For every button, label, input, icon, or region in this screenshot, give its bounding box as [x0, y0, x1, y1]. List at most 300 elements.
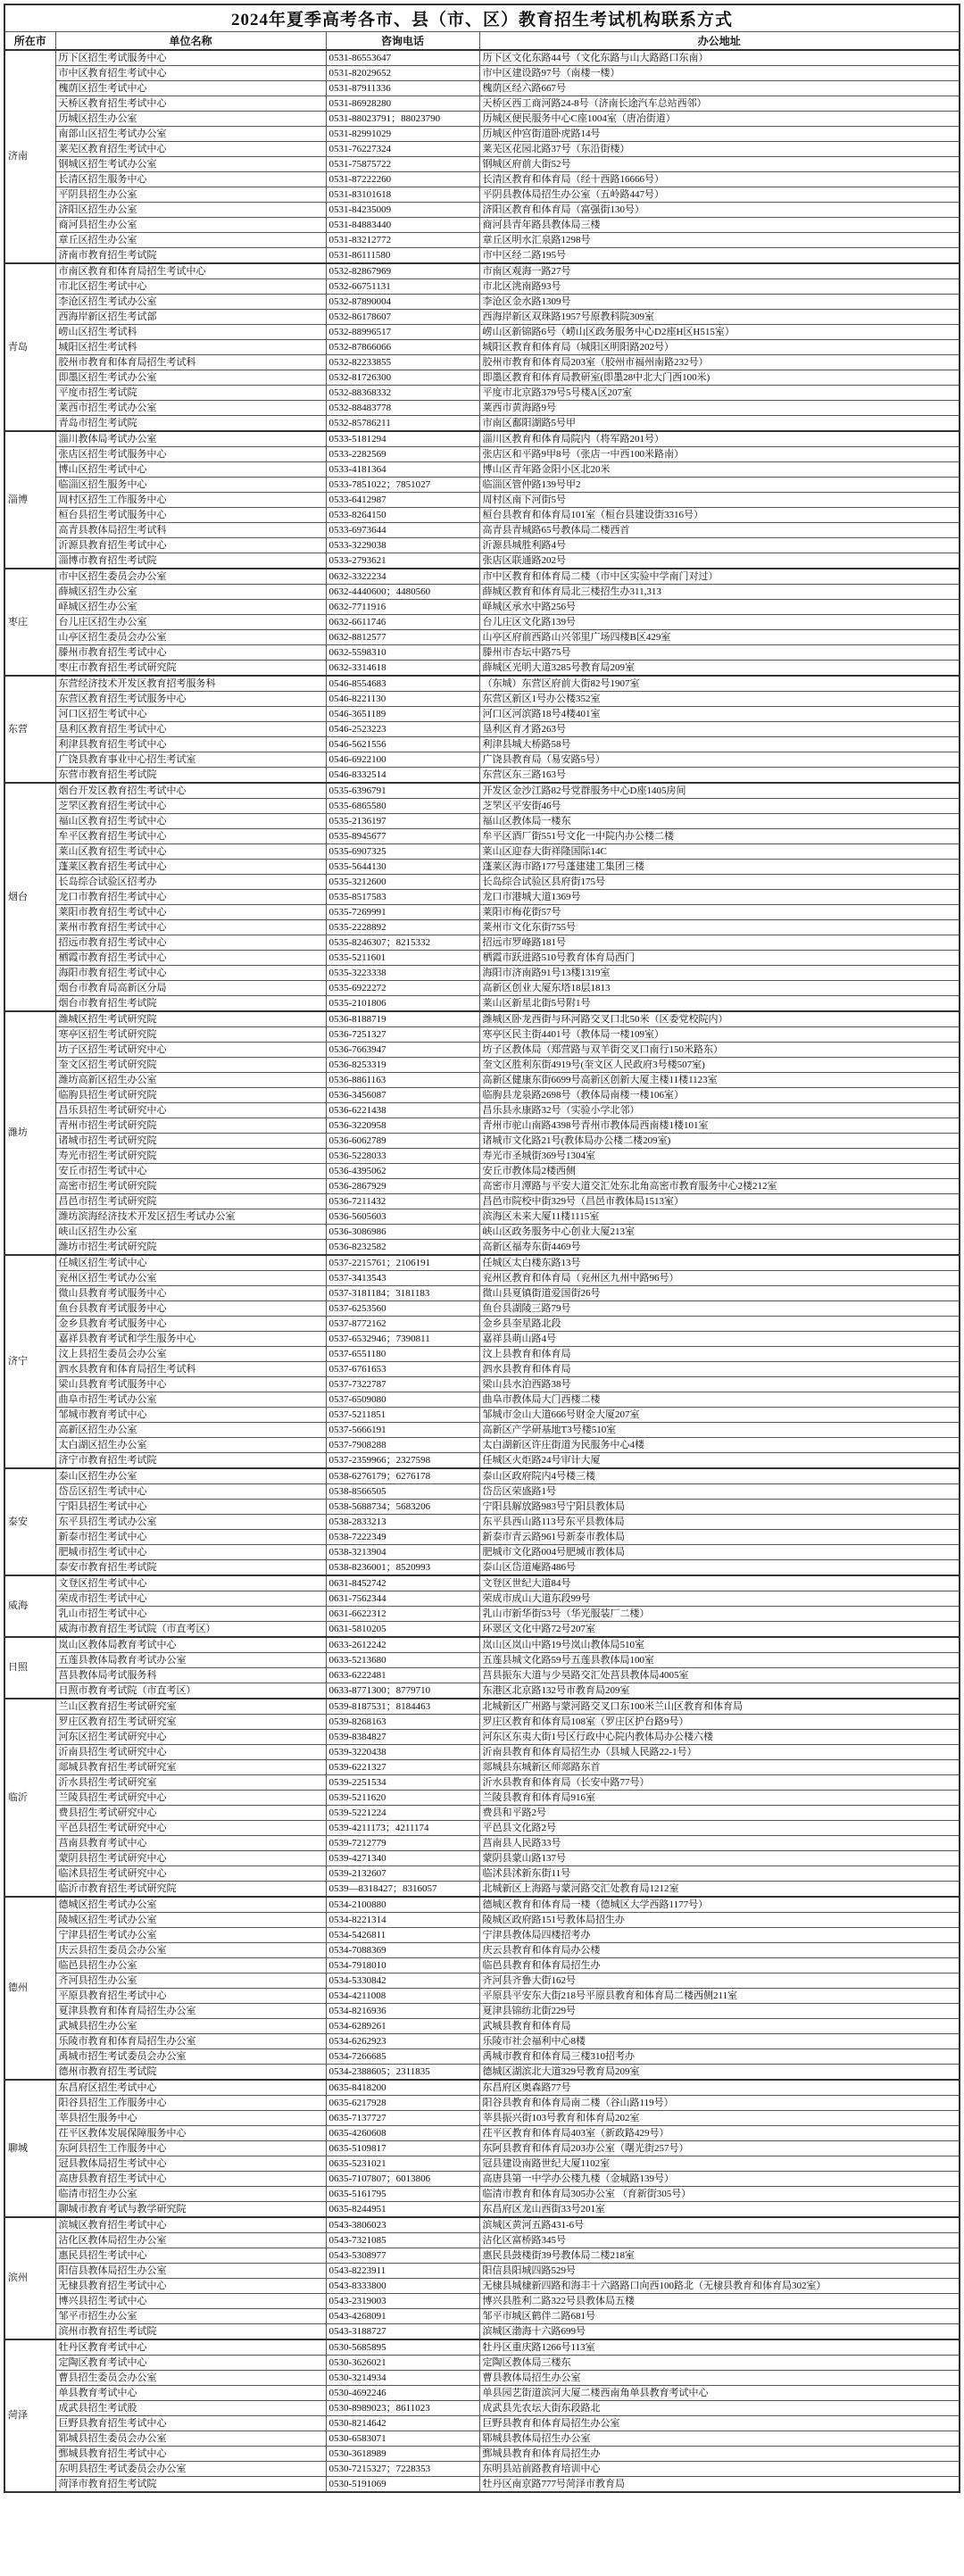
- table-row: [4, 2309, 960, 2324]
- unit-cell: 博山区招生考试中心: [55, 462, 326, 478]
- table-row: [4, 996, 960, 1012]
- unit-cell: 宁阳县招生考试中心: [55, 1500, 326, 1515]
- phone-cell: 0530-3626021: [326, 2356, 479, 2371]
- address-cell: 莱山区迎春大街祥隆国际14C: [479, 844, 960, 860]
- table-row: [4, 1362, 960, 1377]
- table-row: [4, 386, 960, 401]
- table-row: [4, 81, 960, 96]
- phone-cell: 0535-6865580: [326, 799, 479, 814]
- address-cell: 济阳区教育和体育局（富强街130号）: [479, 203, 960, 218]
- col-header-address: 办公地址: [479, 32, 960, 51]
- address-cell: 历城区仲宫街道卧虎路14号: [479, 127, 960, 142]
- table-row: [4, 310, 960, 325]
- unit-cell: 海阳市教育招生考试中心: [55, 966, 326, 981]
- table-row: [4, 1897, 960, 1913]
- address-cell: 海阳市济南路91号13楼1319室: [479, 966, 960, 981]
- address-cell: 平阴县教体局招生办公室（五岭路447号）: [479, 187, 960, 203]
- address-cell: 庆云县教育和体育局办公楼: [479, 1943, 960, 1958]
- table-row: [4, 1637, 960, 1653]
- address-cell: 平度市北京路379号5号楼A区207室: [479, 386, 960, 401]
- table-row: [4, 1347, 960, 1362]
- table-row: [4, 860, 960, 875]
- phone-cell: 0635-7107807；6013806: [326, 2172, 479, 2187]
- table-row: [4, 2233, 960, 2248]
- address-cell: 莱芜区花园北路37号（东沿街楼）: [479, 142, 960, 157]
- address-cell: 槐荫区经六路667号: [479, 81, 960, 96]
- address-cell: 岚山区岚山中路19号岚山教体局510室: [479, 1637, 960, 1653]
- phone-cell: 0536-7211432: [326, 1194, 479, 1209]
- address-cell: 滨海区未来大厦11楼1115室: [479, 1209, 960, 1225]
- table-row: [4, 1715, 960, 1730]
- unit-cell: 夏津县教育和体育局招生办公室: [55, 2004, 326, 2019]
- phone-cell: 0537-6551180: [326, 1347, 479, 1362]
- address-cell: 高唐县第一中学办公楼九楼（金城路139号）: [479, 2172, 960, 2187]
- unit-cell: 济阳区招生办公室: [55, 203, 326, 218]
- phone-cell: 0537-7908288: [326, 1438, 479, 1453]
- table-row: [4, 2371, 960, 2386]
- phone-cell: 0546-8221130: [326, 692, 479, 707]
- phone-cell: 0533-2793621: [326, 553, 479, 569]
- phone-cell: 0546-2523223: [326, 722, 479, 737]
- table-row: [4, 814, 960, 829]
- table-row: [4, 1468, 960, 1484]
- table-row: [4, 569, 960, 585]
- table-row: [4, 1408, 960, 1423]
- phone-cell: 0536-8188719: [326, 1011, 479, 1027]
- unit-cell: 昌乐县招生考试研究中心: [55, 1103, 326, 1118]
- table-row: [4, 1194, 960, 1209]
- phone-cell: 0536-7251327: [326, 1027, 479, 1043]
- table-row: [4, 2202, 960, 2218]
- unit-cell: 临朐县招生考试研究院: [55, 1088, 326, 1103]
- unit-cell: 垦利区教育招生考试中心: [55, 722, 326, 737]
- table-row: [4, 127, 960, 142]
- table-row: [4, 203, 960, 218]
- phone-cell: 0539-3220438: [326, 1745, 479, 1760]
- address-cell: 五莲县城文化路59号五莲县教体局100室: [479, 1653, 960, 1668]
- table-row: [4, 1438, 960, 1453]
- address-cell: 长清区教育和体育局（经十西路16666号）: [479, 172, 960, 187]
- phone-cell: 0539-2251534: [326, 1775, 479, 1791]
- unit-cell: 齐河县招生办公室: [55, 1974, 326, 1989]
- phone-cell: 0530-6583071: [326, 2431, 479, 2447]
- table-row: [4, 2156, 960, 2172]
- phone-cell: 0537-6532946；7390811: [326, 1332, 479, 1347]
- table-row: [4, 1500, 960, 1515]
- unit-cell: 莒南县教育考试中心: [55, 1836, 326, 1851]
- phone-cell: 0631-8452742: [326, 1575, 479, 1591]
- unit-cell: 单县教育考试中心: [55, 2386, 326, 2401]
- city-cell: 东营: [4, 676, 55, 783]
- table-row: [4, 600, 960, 615]
- table-row: [4, 1943, 960, 1958]
- phone-cell: 0539-8268163: [326, 1715, 479, 1730]
- unit-cell: 平阴县招生办公室: [55, 187, 326, 203]
- table-row: [4, 645, 960, 661]
- address-cell: 任城区火炬路24号审计大厦: [479, 1453, 960, 1469]
- phone-cell: 0635-7137727: [326, 2111, 479, 2126]
- unit-cell: 即墨区招生考试办公室: [55, 370, 326, 386]
- address-cell: 昌乐县永康路32号（实验小学北邻）: [479, 1103, 960, 1118]
- phone-cell: 0543-3188727: [326, 2324, 479, 2340]
- phone-cell: 0537-8772162: [326, 1317, 479, 1332]
- table-row: [4, 2447, 960, 2462]
- address-cell: 罗庄区教育和体育局108室（罗庄区护台路9号）: [479, 1715, 960, 1730]
- phone-cell: 0632-6611746: [326, 615, 479, 630]
- unit-cell: 陵城区招生考试办公室: [55, 1913, 326, 1928]
- unit-cell: 青州市招生考试研究院: [55, 1118, 326, 1134]
- unit-cell: 峡山区招生办公室: [55, 1225, 326, 1240]
- table-row: [4, 2431, 960, 2447]
- table-row: [4, 112, 960, 127]
- unit-cell: 栖霞市教育招生考试中心: [55, 951, 326, 966]
- table-row: [4, 2356, 960, 2371]
- address-cell: 高新区产学研基地T3号楼510室: [479, 1423, 960, 1438]
- city-cell: 菏泽: [4, 2339, 55, 2492]
- unit-cell: 历下区招生考试服务中心: [55, 50, 326, 66]
- address-cell: 宁阳县解放路983号宁阳县教体局: [479, 1500, 960, 1515]
- unit-cell: 寿光市招生考试研究院: [55, 1149, 326, 1164]
- unit-cell: 台儿庄区招生办公室: [55, 615, 326, 630]
- unit-cell: 岚山区教体局教育考试中心: [55, 1637, 326, 1653]
- table-row: [4, 340, 960, 355]
- table-row: [4, 401, 960, 416]
- table-row: [4, 2080, 960, 2096]
- table-row: [4, 752, 960, 768]
- phone-cell: 0531-84235009: [326, 203, 479, 218]
- phone-cell: 0546-3651189: [326, 707, 479, 722]
- phone-cell: 0539—8318427；8316057: [326, 1882, 479, 1898]
- city-cell: 聊城: [4, 2080, 55, 2217]
- phone-cell: 0533-3229038: [326, 538, 479, 553]
- address-cell: 肥城市文化路004号肥城市教体局: [479, 1545, 960, 1560]
- phone-cell: 0530-3214934: [326, 2371, 479, 2386]
- table-row: [4, 553, 960, 569]
- unit-cell: 坊子区招生考试研究中心: [55, 1043, 326, 1058]
- phone-cell: 0537-2359966；2327598: [326, 1453, 479, 1469]
- address-cell: 无棣县城棣新四路和海丰十六路路口向西100路北（无棣县教育和体育局302室）: [479, 2279, 960, 2294]
- table-row: [4, 2462, 960, 2477]
- phone-cell: 0534-4211008: [326, 1989, 479, 2004]
- address-cell: 费县和平路2号: [479, 1806, 960, 1821]
- address-cell: 曲阜市教体局大门西楼二楼: [479, 1392, 960, 1408]
- phone-cell: 0531-87222260: [326, 172, 479, 187]
- unit-cell: 平邑县招生考试研究中心: [55, 1821, 326, 1836]
- phone-cell: 0532-87866066: [326, 340, 479, 355]
- table-row: [4, 2141, 960, 2156]
- table-row: [4, 1791, 960, 1806]
- unit-cell: 潍城区招生考试研究院: [55, 1011, 326, 1027]
- table-row: [4, 355, 960, 370]
- table-row: [4, 1866, 960, 1882]
- phone-cell: 0536-6062789: [326, 1134, 479, 1149]
- table-row: [4, 1913, 960, 1928]
- unit-cell: 胶州市教育和体育局招生考试科: [55, 355, 326, 370]
- phone-cell: 0635-4260608: [326, 2126, 479, 2141]
- table-body: [4, 50, 960, 2492]
- address-cell: 齐河县齐鲁大街162号: [479, 1974, 960, 1989]
- table-row: [4, 1699, 960, 1715]
- unit-cell: 巨野县教育招生考试中心: [55, 2416, 326, 2431]
- address-cell: 邹平市城区鹤伴二路681号: [479, 2309, 960, 2324]
- phone-cell: 0538-2833213: [326, 1515, 479, 1530]
- table-row: [4, 478, 960, 493]
- phone-cell: 0539-4271340: [326, 1851, 479, 1866]
- address-cell: 安丘市教体局2楼西侧: [479, 1164, 960, 1179]
- phone-cell: 0530-7215327；7228353: [326, 2462, 479, 2477]
- table-row: [4, 172, 960, 187]
- unit-cell: 微山县教育考试服务中心: [55, 1286, 326, 1301]
- address-cell: 临淄区管仲路139号甲2: [479, 478, 960, 493]
- city-cell: 青岛: [4, 263, 55, 431]
- table-row: [4, 66, 960, 81]
- phone-cell: 0532-88368332: [326, 386, 479, 401]
- unit-cell: 淄博市教育招生考试院: [55, 553, 326, 569]
- address-cell: 河东区东夷大街1号区行政中心院内教体局办公楼六楼: [479, 1730, 960, 1745]
- phone-cell: 0537-6509080: [326, 1392, 479, 1408]
- address-cell: 青州市驼山南路4398号青州市教体局西南楼1楼101室: [479, 1118, 960, 1134]
- unit-cell: 乳山市招生考试中心: [55, 1607, 326, 1622]
- phone-cell: 0533-6973644: [326, 523, 479, 538]
- address-cell: 平原县平安东大街218号平原县教育和体育局二楼西侧211室: [479, 1989, 960, 2004]
- phone-cell: 0530-5685895: [326, 2339, 479, 2356]
- unit-cell: 太白湖区招生办公室: [55, 1438, 326, 1453]
- address-cell: 蒙阴县蒙山路137号: [479, 1851, 960, 1866]
- address-cell: 东阿县教育和体育局203办公室（曙光街257号）: [479, 2141, 960, 2156]
- address-cell: 临清市教育和体育局305办公室 （育新街305号）: [479, 2187, 960, 2202]
- address-cell: 章丘区明水汇泉路1298号: [479, 233, 960, 248]
- table-row: [4, 1058, 960, 1073]
- city-cell: 淄博: [4, 431, 55, 569]
- table-row: [4, 1836, 960, 1851]
- address-cell: 招远市罗峰路181号: [479, 935, 960, 951]
- table-row: [4, 1622, 960, 1638]
- table-row: [4, 890, 960, 905]
- phone-cell: 0635-8418200: [326, 2080, 479, 2096]
- table-row: [4, 737, 960, 752]
- address-cell: 张店区和平路9甲8号（张店一中西100米路南）: [479, 447, 960, 462]
- phone-cell: 0539-8187531；8184463: [326, 1699, 479, 1715]
- phone-cell: 0635-5231021: [326, 2156, 479, 2172]
- address-cell: 高密市月潭路与平安大道交汇处东北角高密市教育服务中心2楼212室: [479, 1179, 960, 1194]
- address-cell: 胶州市教育和体育局203室（胶州市福州南路232号）: [479, 355, 960, 370]
- phone-cell: 0537-3181184；3181183: [326, 1286, 479, 1301]
- unit-cell: 成武县招生考试股: [55, 2401, 326, 2416]
- phone-cell: 0535-8945677: [326, 829, 479, 844]
- phone-cell: 0632-3314618: [326, 661, 479, 677]
- unit-cell: 昌邑市招生考试研究院: [55, 1194, 326, 1209]
- table-row: [4, 157, 960, 172]
- address-cell: 高新区创业大厦东塔18层1813: [479, 981, 960, 996]
- table-row: [4, 50, 960, 66]
- address-cell: 郯城县东城新区师郯路东首: [479, 1760, 960, 1775]
- phone-cell: 0635-8244951: [326, 2202, 479, 2218]
- unit-cell: 庆云县招生委员会办公室: [55, 1943, 326, 1958]
- address-cell: 嘉祥县萌山路4号: [479, 1332, 960, 1347]
- phone-cell: 0533-8264150: [326, 508, 479, 523]
- table-row: [4, 1928, 960, 1943]
- table-row: [4, 1545, 960, 1560]
- unit-cell: 沂南县招生考试研究中心: [55, 1745, 326, 1760]
- title-row: [4, 4, 960, 32]
- phone-cell: 0531-82029652: [326, 66, 479, 81]
- unit-cell: 枣庄市教育招生考试研究院: [55, 661, 326, 677]
- address-cell: 台儿庄区文化路139号: [479, 615, 960, 630]
- address-cell: 张店区联通路202号: [479, 553, 960, 569]
- table-row: [4, 2187, 960, 2202]
- unit-cell: 河东区招生考试研究中心: [55, 1730, 326, 1745]
- address-cell: 文登区世纪大道84号: [479, 1575, 960, 1591]
- phone-cell: 0633-5213680: [326, 1653, 479, 1668]
- table-row: [4, 1271, 960, 1286]
- unit-cell: 阳谷县招生工作服务中心: [55, 2096, 326, 2111]
- unit-cell: 南部山区招生考试办公室: [55, 127, 326, 142]
- address-cell: 邹城市金山大道666号财金大厦207室: [479, 1408, 960, 1423]
- address-cell: 成武县先农坛大街东段路北: [479, 2401, 960, 2416]
- table-row: [4, 951, 960, 966]
- phone-cell: 0530-8214642: [326, 2416, 479, 2431]
- col-header-unit: 单位名称: [55, 32, 326, 51]
- page-title: 2024年夏季高考各市、县（市、区）教育招生考试机构联系方式: [4, 4, 960, 32]
- phone-cell: 0539-7212779: [326, 1836, 479, 1851]
- table-row: [4, 2004, 960, 2019]
- table-row: [4, 431, 960, 447]
- address-cell: 蓬莱区海市路177号蓬建建工集团三楼: [479, 860, 960, 875]
- unit-cell: 市中区招生委员会办公室: [55, 569, 326, 585]
- phone-cell: 0533-5181294: [326, 431, 479, 447]
- phone-cell: 0532-82867969: [326, 263, 479, 279]
- address-cell: 利津县城大桥路58号: [479, 737, 960, 752]
- table-row: [4, 1209, 960, 1225]
- phone-cell: 0632-5598310: [326, 645, 479, 661]
- table-row: [4, 2477, 960, 2493]
- unit-cell: 山亭区招生委员会办公室: [55, 630, 326, 645]
- unit-cell: 历城区招生办公室: [55, 112, 326, 127]
- table-row: [4, 829, 960, 844]
- unit-cell: 泰山区招生办公室: [55, 1468, 326, 1484]
- unit-cell: 岱岳区招生考试中心: [55, 1484, 326, 1500]
- address-cell: 乐陵市社会福利中心8楼: [479, 2034, 960, 2049]
- unit-cell: 武城县招生办公室: [55, 2019, 326, 2034]
- table-row: [4, 295, 960, 310]
- unit-cell: 奎文区招生考试研究院: [55, 1058, 326, 1073]
- table-row: [4, 1317, 960, 1332]
- address-cell: 平邑县文化路2号: [479, 1821, 960, 1836]
- address-cell: 沂南县教育和体育局招生办（县城人民路22-1号）: [479, 1745, 960, 1760]
- unit-cell: 牡丹区教育考试中心: [55, 2339, 326, 2356]
- unit-cell: 芝罘区教育招生考试中心: [55, 799, 326, 814]
- table-row: [4, 1730, 960, 1745]
- phone-cell: 0546-8554683: [326, 676, 479, 692]
- address-cell: 龙口市港城大道1369号: [479, 890, 960, 905]
- phone-cell: 0531-76227324: [326, 142, 479, 157]
- phone-cell: 0536-3086986: [326, 1225, 479, 1240]
- unit-cell: 西海岸新区招生考试部: [55, 310, 326, 325]
- table-row: [4, 920, 960, 935]
- table-row: [4, 2386, 960, 2401]
- address-cell: 禹城市教育和体育局三楼310招考办: [479, 2049, 960, 2065]
- phone-cell: 0538-8236001；8520993: [326, 1560, 479, 1576]
- table-row: [4, 1149, 960, 1164]
- address-cell: 山亭区府前西路山兴邻里广场四楼B区429室: [479, 630, 960, 645]
- address-cell: 垦利区育才路263号: [479, 722, 960, 737]
- unit-cell: 薛城区招生办公室: [55, 585, 326, 600]
- address-cell: 茌平区教育和体育局403室（新政路429号）: [479, 2126, 960, 2141]
- unit-cell: 天桥区教育招生考试中心: [55, 96, 326, 112]
- phone-cell: 0538-8566505: [326, 1484, 479, 1500]
- address-cell: 牡丹区南京路777号菏泽市教育局: [479, 2477, 960, 2493]
- unit-cell: 惠民县招生考试中心: [55, 2248, 326, 2264]
- phone-cell: 0535-3223338: [326, 966, 479, 981]
- phone-cell: 0534-7918010: [326, 1958, 479, 1974]
- phone-cell: 0538-6276179；6276178: [326, 1468, 479, 1484]
- address-cell: 滕州市杏坛中路75号: [479, 645, 960, 661]
- table-row: [4, 2217, 960, 2233]
- address-cell: 任城区太白楼东路13号: [479, 1255, 960, 1271]
- address-cell: 泗水县教育和体育局: [479, 1362, 960, 1377]
- table-row: [4, 1668, 960, 1683]
- unit-cell: 市南区教育和体育局招生考试中心: [55, 263, 326, 279]
- contact-table: [4, 4, 960, 2493]
- phone-cell: 0531-83212772: [326, 233, 479, 248]
- phone-cell: 0537-6761653: [326, 1362, 479, 1377]
- phone-cell: 0536-3456087: [326, 1088, 479, 1103]
- table-row: [4, 1225, 960, 1240]
- address-cell: 鱼台县湖陵三路79号: [479, 1301, 960, 1317]
- table-row: [4, 1607, 960, 1622]
- unit-cell: 郯城县教育招生考试研究室: [55, 1760, 326, 1775]
- phone-cell: 0536-5228033: [326, 1149, 479, 1164]
- address-cell: 莒县振东大道与少昊路交汇处莒县教体局4005室: [479, 1668, 960, 1683]
- unit-cell: 罗庄区教育招生考试研究室: [55, 1715, 326, 1730]
- address-cell: 临朐县龙泉路2698号（教体局南楼一楼106室）: [479, 1088, 960, 1103]
- unit-cell: 钢城区招生考试办公室: [55, 157, 326, 172]
- address-cell: 钢城区府前大街52号: [479, 157, 960, 172]
- phone-cell: 0539-8384827: [326, 1730, 479, 1745]
- address-cell: 陵城区政府路151号教体局招生办: [479, 1913, 960, 1928]
- address-cell: 市中区教育和体育局二楼（市中区实验中学南门对过）: [479, 569, 960, 585]
- table-row: [4, 2065, 960, 2081]
- address-cell: 太白湖新区许庄街道为民服务中心4楼: [479, 1438, 960, 1453]
- phone-cell: 0530-8989023；8611023: [326, 2401, 479, 2416]
- address-cell: 德城区教育和体育局一楼（德城区大学西路1177号）: [479, 1897, 960, 1913]
- unit-cell: 冠县教体局招生考试中心: [55, 2156, 326, 2172]
- address-cell: 周村区南下河街5号: [479, 493, 960, 508]
- phone-cell: 0631-5810205: [326, 1622, 479, 1638]
- unit-cell: 金乡县教育考试服务中心: [55, 1317, 326, 1332]
- table-row: [4, 935, 960, 951]
- phone-cell: 0534-5330842: [326, 1974, 479, 1989]
- phone-cell: 0536-8861163: [326, 1073, 479, 1088]
- unit-cell: 梁山县教育考试服务中心: [55, 1377, 326, 1392]
- address-cell: 莱西市黄海路9号: [479, 401, 960, 416]
- address-cell: 李沧区金水路1309号: [479, 295, 960, 310]
- address-cell: 淄川区教育和体育局院内（将军路201号）: [479, 431, 960, 447]
- phone-cell: 0631-7562344: [326, 1591, 479, 1607]
- table-row: [4, 2339, 960, 2356]
- address-cell: 博山区青年路金阳小区北20米: [479, 462, 960, 478]
- phone-cell: 0531-84883440: [326, 218, 479, 233]
- table-row: [4, 722, 960, 737]
- address-cell: 汶上县教育和体育局: [479, 1347, 960, 1362]
- unit-cell: 茌平区教体发展保障服务中心: [55, 2126, 326, 2141]
- unit-cell: 莱阳市教育招生考试中心: [55, 905, 326, 920]
- table-row: [4, 1043, 960, 1058]
- table-row: [4, 981, 960, 996]
- unit-cell: 高密市招生考试研究院: [55, 1179, 326, 1194]
- unit-cell: 章丘区招生办公室: [55, 233, 326, 248]
- phone-cell: 0531-82991029: [326, 127, 479, 142]
